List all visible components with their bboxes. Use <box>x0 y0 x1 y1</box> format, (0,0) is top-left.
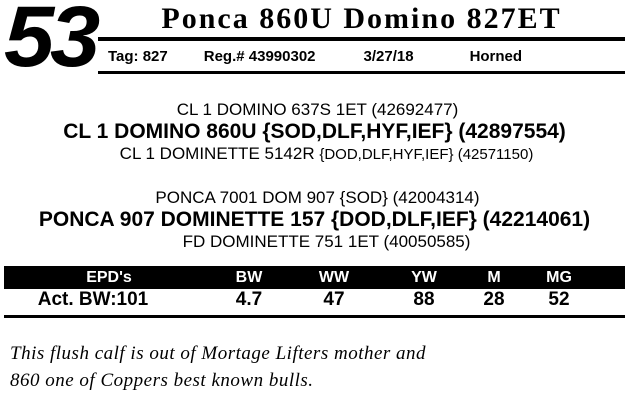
maternal-grand-dam: FD DOMINETTE 751 1ET (40050585) <box>182 232 471 251</box>
lot-note-line-2: 860 one of Coppers best known bulls. <box>10 370 314 391</box>
animal-name: Ponca 860U Domino 827ET <box>161 2 562 35</box>
epd-row-label: Act. BW:101 <box>37 289 149 310</box>
epd-header-bw: BW <box>235 269 263 286</box>
paternal-grand-sire: CL 1 DOMINO 637S 1ET (42692477) <box>176 100 459 119</box>
tag-value: Tag: 827 <box>108 47 168 65</box>
epd-table-row <box>4 289 625 315</box>
dam-pedigree-group <box>0 188 629 252</box>
epd-value-mg: 52 <box>548 289 570 310</box>
epd-header-ww: WW <box>318 269 350 286</box>
sire: CL 1 DOMINO 860U {SOD,DLF,HYF,IEF} (42897554) <box>63 120 566 143</box>
paternal-grand-dam-detail: {DOD,DLF,HYF,IEF} (42571150) <box>319 146 534 163</box>
epd-header-m: M <box>487 269 501 286</box>
horn-status-value: Horned <box>469 47 523 65</box>
epd-value-ww: 47 <box>323 289 345 310</box>
dam: PONCA 907 DOMINETTE 157 {DOD,DLF,IEF} (42214061) <box>38 208 591 231</box>
epd-bottom-rule <box>4 315 625 318</box>
pedigree-spacer <box>0 166 629 188</box>
animal-info-row <box>98 41 625 71</box>
birth-date-value: 3/27/18 <box>363 47 414 65</box>
epd-value-m: 28 <box>483 289 505 310</box>
epd-header-epds: EPD's <box>86 269 132 286</box>
paternal-grand-dam <box>0 144 629 164</box>
info-divider <box>98 71 625 74</box>
epd-table-header-row <box>4 269 625 289</box>
epd-header-mg: MG <box>546 269 572 286</box>
lot-number: 53 <box>4 0 97 85</box>
epd-value-yw: 88 <box>413 289 435 310</box>
lot-note-line-1: This flush calf is out of Mortage Lifters mother and <box>10 343 427 364</box>
maternal-grand-sire: PONCA 7001 DOM 907 {SOD} (42004314) <box>155 188 480 207</box>
title-block <box>98 2 625 74</box>
epd-header-yw: YW <box>411 269 437 286</box>
epd-table <box>4 266 625 318</box>
registration-value: Reg.# 43990302 <box>203 47 316 65</box>
epd-value-bw: 4.7 <box>235 289 263 310</box>
paternal-grand-dam-name: CL 1 DOMINETTE 5142R <box>119 144 320 163</box>
lot-note <box>10 340 622 394</box>
pedigree-block <box>0 100 629 254</box>
sire-pedigree-group <box>0 100 629 164</box>
